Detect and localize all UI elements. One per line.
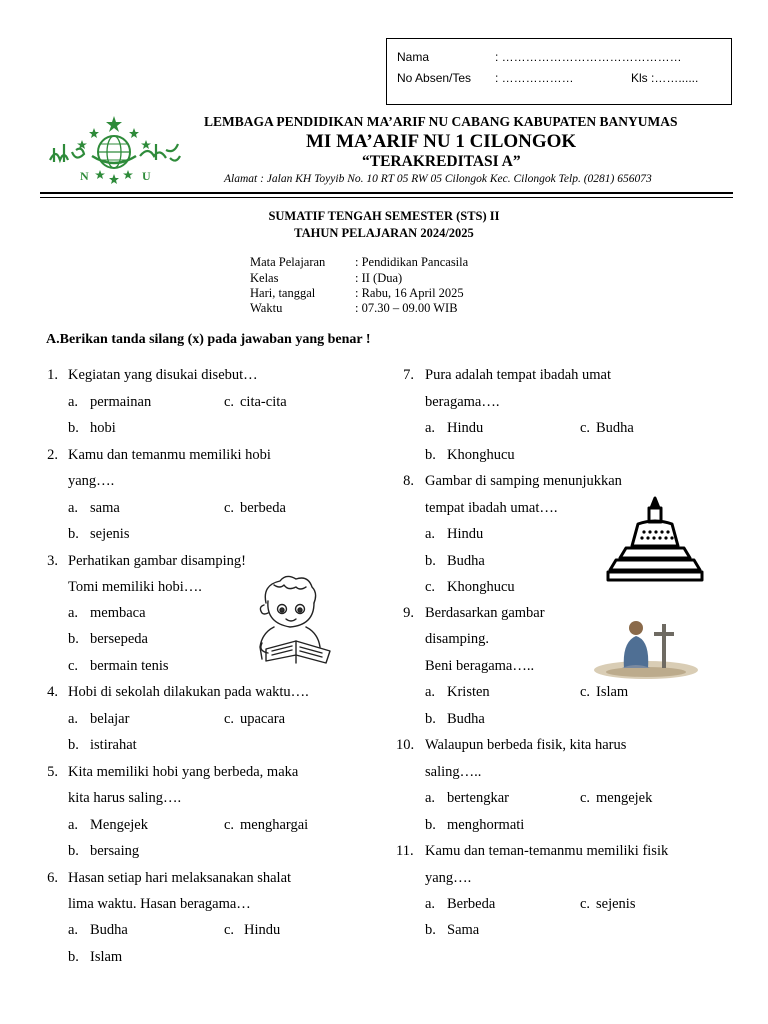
- nu-logo: [44, 114, 184, 188]
- option-text-c[interactable]: Hindu: [244, 922, 281, 938]
- option-text-b[interactable]: Budha: [447, 553, 485, 569]
- option-text-c[interactable]: cita-cita: [240, 394, 287, 410]
- option-letter-b[interactable]: b.: [68, 737, 79, 753]
- option-text-a[interactable]: membaca: [90, 605, 146, 621]
- option-text-a[interactable]: Hindu: [447, 420, 484, 436]
- question-text: Kegiatan yang disukai disebut…: [68, 367, 258, 383]
- option-text-a[interactable]: bertengkar: [447, 790, 509, 806]
- option-letter-b[interactable]: b.: [425, 817, 436, 833]
- school-address: Alamat : Jalan KH Toyyib No. 10 RT 05 RW 05 Cilongok Kec. Cilongok Telp. (0281) 656073: [224, 173, 652, 185]
- option-letter-b[interactable]: b.: [68, 631, 79, 647]
- option-letter-c[interactable]: c.: [580, 420, 591, 436]
- name-field[interactable]: : ………………………………………: [495, 50, 682, 64]
- option-text-c[interactable]: Budha: [596, 420, 634, 436]
- option-text-b[interactable]: Khonghucu: [447, 447, 515, 463]
- student-identity-box: [386, 38, 732, 105]
- question-number: 11.: [396, 843, 414, 859]
- option-letter-b[interactable]: b.: [68, 843, 79, 859]
- option-letter-a[interactable]: a.: [68, 922, 79, 938]
- info-label: Hari, tanggal: [250, 286, 316, 300]
- question-text: Gambar di samping menunjukkan: [425, 473, 622, 489]
- question-number: 7.: [403, 367, 414, 383]
- option-letter-a[interactable]: a.: [68, 394, 79, 410]
- institution-name: LEMBAGA PENDIDIKAN MA’ARIF NU CABANG KABUPATEN BANYUMAS: [204, 114, 678, 129]
- exam-year: TAHUN PELAJARAN 2024/2025: [294, 226, 474, 240]
- option-letter-b[interactable]: b.: [68, 420, 79, 436]
- option-text-c[interactable]: upacara: [240, 711, 286, 727]
- option-letter-a[interactable]: a.: [68, 711, 79, 727]
- question-text: yang….: [425, 870, 472, 886]
- logo-letter-n: N: [80, 169, 89, 183]
- option-text-b[interactable]: menghormati: [447, 817, 525, 833]
- cross-prayer-icon: [590, 610, 702, 680]
- absen-label: No Absen/Tes: [397, 71, 472, 85]
- option-letter-b[interactable]: b.: [425, 553, 436, 569]
- option-text-a[interactable]: Budha: [90, 922, 128, 938]
- header-divider-thick: [40, 192, 733, 194]
- option-text-b[interactable]: bersepeda: [90, 631, 148, 647]
- question-text: disamping.: [425, 631, 490, 647]
- question-text: tempat ibadah umat….: [425, 500, 558, 516]
- option-text-c[interactable]: menghargai: [240, 817, 309, 833]
- info-value: : 07.30 – 09.00 WIB: [355, 301, 458, 315]
- absen-field[interactable]: : ………………: [495, 71, 574, 85]
- question-text: yang….: [68, 473, 115, 489]
- option-text-a[interactable]: sama: [90, 500, 120, 516]
- info-value: : Rabu, 16 April 2025: [355, 286, 464, 300]
- question-text: lima waktu. Hasan beragama…: [68, 896, 251, 912]
- question-text: Hobi di sekolah dilakukan pada waktu….: [68, 684, 309, 700]
- info-label: Mata Pelajaran: [250, 255, 326, 269]
- option-letter-b[interactable]: b.: [425, 922, 436, 938]
- option-letter-c[interactable]: c.: [224, 922, 235, 938]
- header-divider-thin: [40, 197, 733, 198]
- option-text-a[interactable]: belajar: [90, 711, 130, 727]
- question-number: 2.: [47, 447, 58, 463]
- option-text-c[interactable]: bermain tenis: [90, 658, 169, 674]
- option-text-c[interactable]: Islam: [596, 684, 629, 700]
- question-number: 3.: [47, 553, 58, 569]
- temple-stupa-illustration: [604, 496, 706, 588]
- accreditation: “TERAKREDITASI A”: [362, 153, 521, 170]
- class-field[interactable]: Kls :……......: [631, 71, 699, 85]
- option-letter-c[interactable]: c.: [224, 394, 235, 410]
- info-label: Waktu: [250, 301, 283, 315]
- question-text: Kamu dan teman-temanmu memiliki fisik: [425, 843, 669, 859]
- option-letter-c[interactable]: c.: [580, 790, 591, 806]
- option-text-c[interactable]: Khonghucu: [447, 579, 515, 595]
- option-letter-a[interactable]: a.: [425, 526, 436, 542]
- question-number: 5.: [47, 764, 58, 780]
- option-text-c[interactable]: sejenis: [596, 896, 636, 912]
- question-number: 1.: [47, 367, 58, 383]
- option-text-a[interactable]: permainan: [90, 394, 152, 410]
- option-text-b[interactable]: Budha: [447, 711, 485, 727]
- question-number: 9.: [403, 605, 414, 621]
- option-letter-c[interactable]: c.: [224, 817, 235, 833]
- option-text-b[interactable]: Sama: [447, 922, 480, 938]
- boy-reading-icon: [244, 573, 344, 669]
- question-text: Hasan setiap hari melaksanakan shalat: [68, 870, 292, 886]
- option-letter-c[interactable]: c.: [580, 684, 591, 700]
- option-letter-c[interactable]: c.: [580, 896, 591, 912]
- question-text: Walaupun berbeda fisik, kita harus: [425, 737, 627, 753]
- logo-letter-u: U: [142, 169, 151, 183]
- option-text-b[interactable]: sejenis: [90, 526, 130, 542]
- option-letter-a[interactable]: a.: [68, 605, 79, 621]
- option-letter-b[interactable]: b.: [425, 447, 436, 463]
- nu-logo-icon: [44, 114, 184, 188]
- question-number: 6.: [47, 870, 58, 886]
- option-text-c[interactable]: berbeda: [240, 500, 286, 516]
- boy-praying-cross-illustration: [590, 610, 702, 680]
- info-value: : II (Dua): [355, 271, 403, 285]
- option-letter-a[interactable]: a.: [68, 817, 79, 833]
- option-text-a[interactable]: Berbeda: [447, 896, 496, 912]
- option-text-b[interactable]: hobi: [90, 420, 116, 436]
- option-letter-a[interactable]: a.: [425, 420, 436, 436]
- option-letter-b[interactable]: b.: [68, 526, 79, 542]
- option-letter-a[interactable]: a.: [425, 790, 436, 806]
- section-a-instruction: A.Berikan tanda silang (x) pada jawaban yang benar !: [46, 332, 371, 347]
- school-name: MI MA’ARIF NU 1 CILONGOK: [306, 131, 577, 152]
- stupa-icon: [604, 496, 706, 588]
- name-label: Nama: [397, 50, 430, 64]
- option-text-b[interactable]: istirahat: [90, 737, 137, 753]
- option-letter-c[interactable]: c.: [224, 500, 235, 516]
- question-text: Berdasarkan gambar: [425, 605, 545, 621]
- question-number: 8.: [403, 473, 414, 489]
- question-number: 4.: [47, 684, 58, 700]
- option-text-c[interactable]: mengejek: [596, 790, 653, 806]
- option-letter-a[interactable]: a.: [425, 684, 436, 700]
- question-text: beragama….: [425, 394, 500, 410]
- option-letter-b[interactable]: b.: [68, 949, 79, 965]
- question-text: Kamu dan temanmu memiliki hobi: [68, 447, 271, 463]
- option-letter-a[interactable]: a.: [68, 500, 79, 516]
- option-text-a[interactable]: Kristen: [447, 684, 490, 700]
- option-text-b[interactable]: bersaing: [90, 843, 140, 859]
- exam-title: SUMATIF TENGAH SEMESTER (STS) II: [268, 209, 500, 223]
- question-text: Perhatikan gambar disamping!: [68, 553, 246, 569]
- question-text: saling…..: [425, 764, 482, 780]
- option-letter-c[interactable]: c.: [425, 579, 436, 595]
- option-letter-c[interactable]: c.: [68, 658, 79, 674]
- option-letter-a[interactable]: a.: [425, 896, 436, 912]
- info-value: : Pendidikan Pancasila: [355, 255, 469, 269]
- option-text-a[interactable]: Hindu: [447, 526, 484, 542]
- question-text: Tomi memiliki hobi….: [68, 579, 202, 595]
- question-text: Kita memiliki hobi yang berbeda, maka: [68, 764, 299, 780]
- option-text-a[interactable]: Mengejek: [90, 817, 148, 833]
- info-label: Kelas: [250, 271, 279, 285]
- option-letter-c[interactable]: c.: [224, 711, 235, 727]
- question-number: 10.: [396, 737, 415, 753]
- question-text: kita harus saling….: [68, 790, 182, 806]
- question-text: Pura adalah tempat ibadah umat: [425, 367, 612, 383]
- boy-reading-illustration: [244, 573, 344, 669]
- option-letter-b[interactable]: b.: [425, 711, 436, 727]
- question-text: Beni beragama…..: [425, 658, 535, 674]
- option-text-b[interactable]: Islam: [90, 949, 123, 965]
